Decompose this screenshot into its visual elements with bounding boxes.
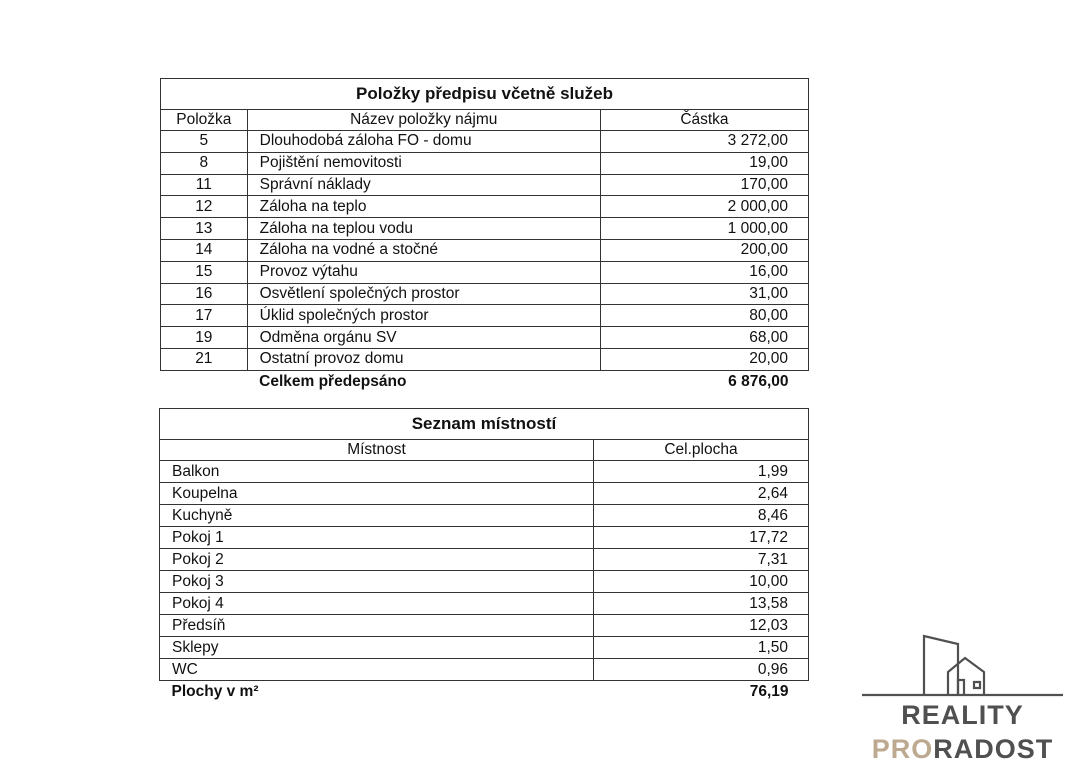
table-row	[160, 461, 809, 483]
item-name: Dlouhodobá záloha FO - domu	[247, 131, 600, 153]
table-row	[161, 152, 809, 174]
item-amount: 170,00	[600, 174, 808, 196]
table-row	[161, 305, 809, 327]
table-row	[161, 283, 809, 305]
col-header-area: Cel.plocha	[593, 440, 808, 461]
room-name: Pokoj 4	[160, 593, 594, 615]
room-area: 1,50	[593, 637, 808, 659]
table-row	[160, 527, 809, 549]
item-id: 14	[161, 239, 248, 261]
item-id: 17	[161, 305, 248, 327]
item-amount: 3 272,00	[600, 131, 808, 153]
item-id: 11	[161, 174, 248, 196]
logo-text-radost: RADOST	[933, 734, 1054, 764]
item-name: Záloha na teplo	[247, 196, 600, 218]
item-id: 19	[161, 327, 248, 349]
room-name: Koupelna	[160, 483, 594, 505]
item-id: 5	[161, 131, 248, 153]
col-header-amount: Částka	[600, 110, 808, 131]
item-name: Pojištění nemovitosti	[247, 152, 600, 174]
table-row	[160, 549, 809, 571]
room-area: 17,72	[593, 527, 808, 549]
room-area: 0,96	[593, 659, 808, 681]
table-row	[160, 505, 809, 527]
table-row	[160, 637, 809, 659]
item-id: 12	[161, 196, 248, 218]
rooms-total-label: Plochy v m²	[171, 683, 259, 700]
item-amount: 16,00	[600, 261, 808, 283]
item-name: Osvětlení společných prostor	[247, 283, 600, 305]
rooms-table	[159, 408, 809, 703]
table-row	[160, 571, 809, 593]
item-name: Správní náklady	[247, 174, 600, 196]
table-row	[161, 196, 809, 218]
rooms-total-value: 76,19	[749, 683, 789, 700]
table-row	[161, 261, 809, 283]
item-name: Provoz výtahu	[247, 261, 600, 283]
item-id: 8	[161, 152, 248, 174]
room-name: Kuchyně	[160, 505, 594, 527]
room-area: 13,58	[593, 593, 808, 615]
room-area: 7,31	[593, 549, 808, 571]
room-area: 12,03	[593, 615, 808, 637]
table-row	[161, 239, 809, 261]
table-row	[160, 483, 809, 505]
rent-items-total-row	[161, 370, 809, 393]
room-name: WC	[160, 659, 594, 681]
logo-text-pro: PRO	[871, 734, 934, 764]
room-area: 8,46	[593, 505, 808, 527]
logo-text-proradost	[860, 734, 1065, 765]
reality-proradost-logo	[860, 630, 1065, 765]
rooms-title: Seznam místností	[160, 409, 809, 440]
item-name: Záloha na vodné a stočné	[247, 239, 600, 261]
table-row	[161, 131, 809, 153]
room-area: 10,00	[593, 571, 808, 593]
item-amount: 19,00	[600, 152, 808, 174]
logo-text-reality: REALITY	[901, 700, 1024, 730]
item-amount: 200,00	[600, 239, 808, 261]
item-id: 15	[161, 261, 248, 283]
room-name: Balkon	[160, 461, 594, 483]
item-amount: 80,00	[600, 305, 808, 327]
table-row	[160, 615, 809, 637]
room-name: Předsíň	[160, 615, 594, 637]
item-amount: 68,00	[600, 327, 808, 349]
total-label: Celkem předepsáno	[259, 372, 407, 390]
room-area: 1,99	[593, 461, 808, 483]
rent-items-title: Položky předpisu včetně služeb	[161, 79, 809, 110]
rent-items-table	[160, 78, 809, 393]
item-id: 21	[161, 348, 248, 370]
room-name: Pokoj 1	[160, 527, 594, 549]
item-name: Úklid společných prostor	[247, 305, 600, 327]
item-amount: 1 000,00	[600, 218, 808, 240]
item-amount: 31,00	[600, 283, 808, 305]
item-name: Odměna orgánu SV	[247, 327, 600, 349]
room-name: Sklepy	[160, 637, 594, 659]
house-buildings-icon	[860, 630, 1065, 700]
col-header-room: Místnost	[160, 440, 594, 461]
item-amount: 2 000,00	[600, 196, 808, 218]
table-row	[160, 659, 809, 681]
total-value: 6 876,00	[728, 372, 789, 390]
col-header-item: Položka	[161, 110, 248, 131]
table-row	[161, 327, 809, 349]
item-id: 16	[161, 283, 248, 305]
item-id: 13	[161, 218, 248, 240]
table-row	[161, 174, 809, 196]
item-name: Záloha na teplou vodu	[247, 218, 600, 240]
room-name: Pokoj 2	[160, 549, 594, 571]
item-name: Ostatní provoz domu	[247, 348, 600, 370]
room-name: Pokoj 3	[160, 571, 594, 593]
table-row	[161, 218, 809, 240]
rooms-total-row	[160, 681, 809, 704]
room-area: 2,64	[593, 483, 808, 505]
table-row	[160, 593, 809, 615]
table-row	[161, 348, 809, 370]
col-header-name: Název položky nájmu	[247, 110, 600, 131]
item-amount: 20,00	[600, 348, 808, 370]
